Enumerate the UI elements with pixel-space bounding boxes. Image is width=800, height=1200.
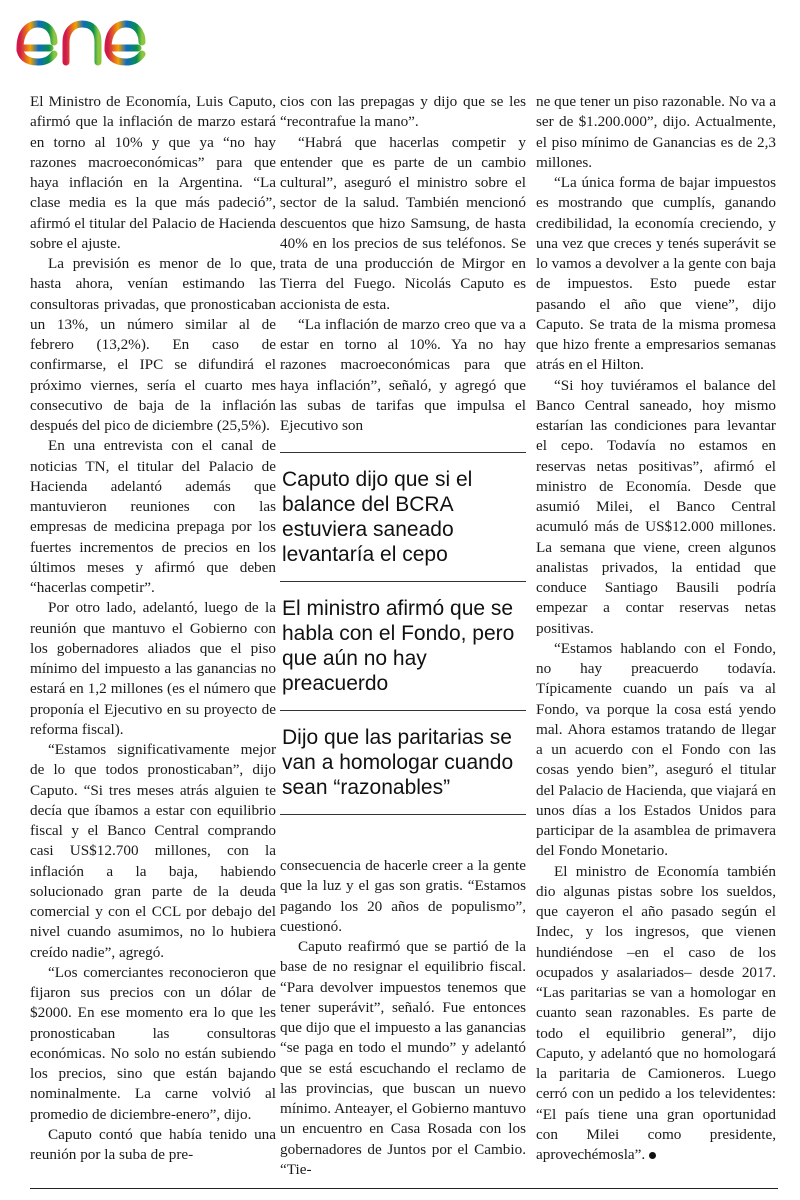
article-column-2-bottom bbox=[280, 856, 526, 1180]
bottom-rule bbox=[30, 1188, 778, 1189]
paragraph bbox=[536, 862, 776, 1166]
subheading-fondo: El ministro afirmó que se habla con el Fondo, pero que aún no hay preacuerdo bbox=[282, 597, 515, 696]
paragraph: “Estamos hablando con el Fondo, no hay preacuerdo todavía. Típicamente cuando un país va al Fondo, va porque la cosa está yendo mal. Ahora estamos tratando de llegar a un acuerdo con el Fondo con las cosas yendo bien”, aseguró el titular del Palacio de Hacienda, que viajará en unos días a los Estados Unidos para participar de la asamblea de primavera del Fondo Monetario. bbox=[536, 639, 776, 860]
paragraph: “Los comerciantes reconocieron que fijaron sus precios con un dólar de $2000. En ese momento era lo que les pronosticaban las consultoras económicas. No solo no están subiendo los precios, sino que están bajando nominalmente. La carne volvió al promedio de diciembre-enero”, dijo. bbox=[30, 963, 276, 1123]
paragraph: Caputo reafirmó que se partió de la base de no resignar el equilibrio fiscal. “Para devolver impuestos tenemos que tener superávit”, señaló. Fue entonces que dijo que el impuesto a las ganancias “se paga en todo el mundo” y adelantó que se está escuchando el reclamo de las provincias, que buscan un nuevo mínimo. Anteayer, el Gobierno mantuvo un encuentro en Casa Rosada con los gobernadores de Juntos por el Cambio. “Tie- bbox=[280, 938, 526, 1178]
end-of-article-dot bbox=[649, 1152, 656, 1159]
paragraph: “La única forma de bajar impuestos es mostrando que cumplís, ganando credibilidad, la economía creciendo, y una vez que creces y tenés superávit se lo vamos a devolver a la gente con baja de impuestos. Esto puede estar pasando el año que viene”, dijo Caputo. Se trata de la misma promesa que hizo frente a empresarios semanas atrás en el Hilton. bbox=[536, 174, 776, 374]
paragraph: Caputo contó que había tenido una reunión por la suba de pre- bbox=[30, 1125, 276, 1163]
article-column-2 bbox=[280, 92, 526, 815]
paragraph: “Estamos significativamente mejor de lo que todos pronosticaban”, dijo Caputo. “Si tres meses atrás alguien te decía que íbamos a estar con equilibrio fiscal y el Banco Central comprando casi US$12.700 millones, con la inflación a la baja, habiendo solucionado gran parte de la deuda comercial y con el CCL por debajo del nivel cuando asumimos, no lo hubiera creído nadie”, agregó. bbox=[30, 741, 276, 961]
paragraph: El Ministro de Economía, Luis Caputo, afirmó que la inflación de marzo estará en torno al 10% y que ya “no hay razones macroeconómicas” para que haya inflación en la Argentina. “La clase media es la que más padeció”, afirmó el titular del Palacio de Hacienda sobre el ajuste. bbox=[30, 93, 276, 252]
paragraph: cios con las prepagas y dijo que se les “recontrafue la mano”. bbox=[280, 93, 526, 131]
article-column-1 bbox=[30, 92, 276, 1165]
paragraph: ne que tener un piso razonable. No va a ser de $1.200.000”, dijo. Actualmente, el piso mínimo de Ganancias es de 2,3 millones. bbox=[536, 93, 776, 171]
last-paragraph-text: El ministro de Economía también dio algunas pistas sobre los sueldos, que cayeron el año pasado según el Indec, y los ingresos, que vienen hundiéndose –en el caso de los ocupados y asalariados– desde 2017. “Las paritarias se van a homologar en cuanto sean razonables. Es parte de todo el equilibrio general”, dijo Caputo, y adelantó que no homologará la paritaria de Camioneros. Luego cerró con un pedido a los televidentes: “El país tiene una gran oportunidad con Milei como presidente, aprovechémosla”. bbox=[536, 862, 776, 1163]
paragraph: La previsión es menor de lo que, hasta ahora, venían estimando las consultoras privadas, que pronosticaban un 13%, un número similar al de febrero (13,2%). En caso de confirmarse, el IPC se difundirá el próximo viernes, sería el cuarto mes consecutivo de baja de la inflación después del pico de diciembre (25,5%). bbox=[30, 255, 276, 434]
subheadings-box bbox=[280, 452, 526, 815]
subheading-cepo: Caputo dijo que si el balance del BCRA estuviera saneado levantaría el cepo bbox=[282, 468, 473, 567]
paragraph: “Si hoy tuviéramos el balance del Banco Central saneado, hoy mismo estarían las condiciones para levantar el cepo. Todavía no estamos en reservas netas positivas”, afirmó el ministro de Economía. Desde que asumió Milei, el Banco Central acumuló más de US$12.000 millones. La semana que viene, creen algunos analistas privados, la entidad que conduce Santiago Bausili podría empezar a contar reservas netas positivas. bbox=[536, 376, 776, 637]
subheading-paritarias: Dijo que las paritarias se van a homologar cuando sean “razonables” bbox=[282, 726, 514, 800]
paragraph: Por otro lado, adelantó, luego de la reunión que mantuvo el Gobierno con los gobernadores aliados que el piso mínimo del impuesto a las ganancias no estará en 1,2 millones (es el número que proponía el Ejecutivo en su proyecto de reforma fiscal). bbox=[30, 599, 276, 738]
paragraph: “La inflación de marzo creo que va a estar en torno al 10%. Ya no hay razones macroeconómicas para que haya inflación”, señaló, y agregó que las subas de tarifas que impulsa el Ejecutivo son bbox=[280, 315, 526, 434]
article-column-3 bbox=[536, 92, 776, 1165]
enel-logo bbox=[14, 4, 184, 74]
divider bbox=[280, 814, 526, 815]
paragraph: consecuencia de hacerle creer a la gente que la luz y el gas son gratis. “Estamos pagando los 20 años de populismo”, cuestionó. bbox=[280, 857, 526, 935]
paragraph: “Habrá que hacerlas competir y entender que es parte de un cambio cultural”, aseguró el ministro sobre el sector de la salud. También mencionó descuentos que hizo Samsung, de hasta 40% en los precios de sus teléfonos. Se trata de una producción de Mirgor en Tierra del Fuego. Nicolás Caputo es accionista de esta. bbox=[280, 133, 526, 313]
paragraph: En una entrevista con el canal de noticias TN, el titular del Palacio de Hacienda adelantó además que mantuvieron reuniones con las empresas de medicina prepaga por los fuertes incrementos de precios en los últimos meses y afirmó que deben “hacerlas competir”. bbox=[30, 437, 276, 596]
